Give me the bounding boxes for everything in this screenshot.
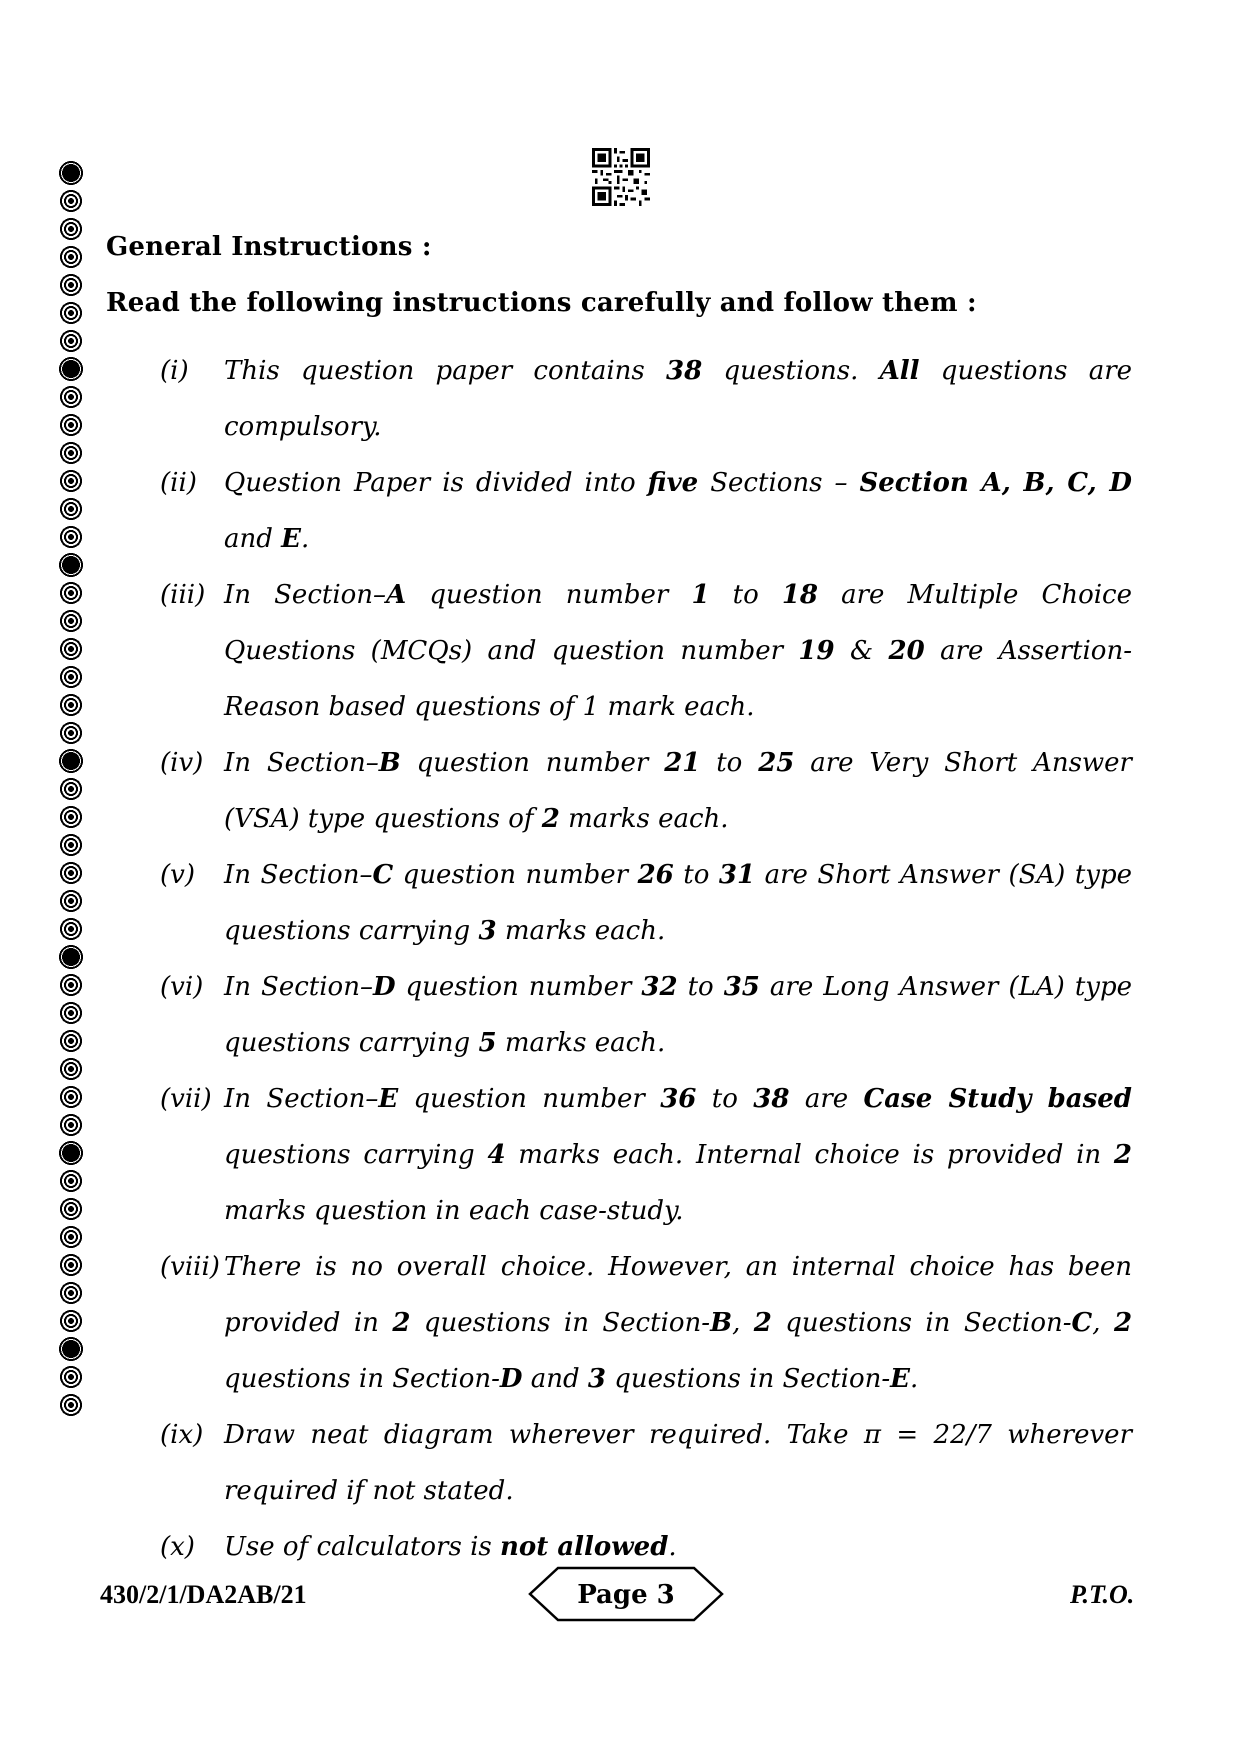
instruction-item — [160, 567, 1132, 735]
margin-ring — [58, 1336, 84, 1362]
margin-ring — [58, 1056, 84, 1082]
instruction-text: In Section–B question number 21 to 25 are Very Short Answer (VSA) type questions of 2 marks each. — [224, 748, 1132, 834]
page-number: Page 3 — [577, 1580, 675, 1610]
instruction-number: (ix) — [160, 1420, 204, 1450]
margin-ring — [58, 412, 84, 438]
section-heading: General Instructions : — [106, 232, 432, 262]
instruction-text: In Section–D question number 32 to 35 are Long Answer (LA) type questions carrying 5 marks each. — [224, 972, 1132, 1058]
margin-ring — [58, 188, 84, 214]
instruction-text: In Section–E question number 36 to 38 are Case Study based questions carrying 4 marks each. Internal choice is provided in 2 marks question in each case-study. — [224, 1084, 1132, 1226]
margin-ring — [58, 1000, 84, 1026]
margin-ring — [58, 972, 84, 998]
margin-ring — [58, 272, 84, 298]
margin-ring — [58, 1028, 84, 1054]
margin-ring — [58, 1280, 84, 1306]
instruction-number: (vi) — [160, 972, 204, 1002]
margin-ring — [58, 524, 84, 550]
margin-ring — [58, 216, 84, 242]
instruction-text: This question paper contains 38 questions. All questions are compulsory. — [224, 356, 1133, 442]
instruction-item — [160, 455, 1132, 567]
instruction-text: In Section–A question number 1 to 18 are Multiple Choice Questions (MCQs) and question number 19 & 20 are Assertion-Reason based questions of 1 mark each. — [224, 580, 1132, 722]
margin-ring — [58, 160, 84, 186]
paper-code: 430/2/1/DA2AB/21 — [100, 1580, 307, 1609]
margin-ring — [58, 804, 84, 830]
margin-ring — [58, 636, 84, 662]
margin-ring — [58, 440, 84, 466]
instruction-number: (iii) — [160, 580, 206, 610]
page-footer — [0, 1566, 1241, 1636]
instruction-number: (v) — [160, 860, 195, 890]
instruction-number: (i) — [160, 356, 189, 386]
instruction-text: There is no overall choice. However, an internal choice has been provided in 2 questions in Section-B, 2 questions in Section-C, 2 questions in Section-D and 3 questions in Section-E. — [224, 1252, 1133, 1394]
instruction-number: (viii) — [160, 1252, 220, 1282]
instruction-item — [160, 959, 1132, 1071]
instructions-list — [160, 343, 1132, 1575]
margin-ring — [58, 1364, 84, 1390]
qr-code — [592, 148, 650, 206]
margin-ring — [58, 384, 84, 410]
instruction-item — [160, 1071, 1132, 1239]
margin-ring — [58, 888, 84, 914]
margin-ring-border — [58, 160, 98, 1420]
margin-ring — [58, 356, 84, 382]
margin-ring — [58, 832, 84, 858]
margin-ring — [58, 552, 84, 578]
instruction-text: Question Paper is divided into five Sections – Section A, B, C, D and E. — [224, 468, 1132, 554]
margin-ring — [58, 692, 84, 718]
margin-ring — [58, 300, 84, 326]
margin-ring — [58, 776, 84, 802]
margin-ring — [58, 580, 84, 606]
instruction-text: Use of calculators is not allowed. — [224, 1532, 677, 1562]
instruction-item — [160, 1407, 1132, 1519]
margin-ring — [58, 1140, 84, 1166]
margin-ring — [58, 1084, 84, 1110]
instruction-number: (x) — [160, 1532, 195, 1562]
pto-label: P.T.O. — [1070, 1580, 1135, 1609]
margin-ring — [58, 720, 84, 746]
margin-ring — [58, 1308, 84, 1334]
instruction-number: (ii) — [160, 468, 197, 498]
margin-ring — [58, 244, 84, 270]
instructions-subheading: Read the following instructions carefully and follow them : — [106, 288, 977, 318]
margin-ring — [58, 664, 84, 690]
margin-ring — [58, 468, 84, 494]
instruction-item — [160, 735, 1132, 847]
instruction-item — [160, 343, 1132, 455]
margin-ring — [58, 1168, 84, 1194]
margin-ring — [58, 1224, 84, 1250]
margin-ring — [58, 1252, 84, 1278]
margin-ring — [58, 608, 84, 634]
margin-ring — [58, 1392, 84, 1418]
instruction-item — [160, 847, 1132, 959]
margin-ring — [58, 860, 84, 886]
instruction-text: In Section–C question number 26 to 31 are Short Answer (SA) type questions carrying 3 marks each. — [224, 860, 1133, 946]
margin-ring — [58, 916, 84, 942]
margin-ring — [58, 944, 84, 970]
margin-ring — [58, 1112, 84, 1138]
instruction-text: Draw neat diagram wherever required. Take π = 22/7 wherever required if not stated. — [224, 1420, 1132, 1506]
instruction-number: (iv) — [160, 748, 204, 778]
instruction-item — [160, 1239, 1132, 1407]
margin-ring — [58, 748, 84, 774]
margin-ring — [58, 328, 84, 354]
margin-ring — [58, 496, 84, 522]
instruction-number: (vii) — [160, 1084, 212, 1114]
margin-ring — [58, 1196, 84, 1222]
